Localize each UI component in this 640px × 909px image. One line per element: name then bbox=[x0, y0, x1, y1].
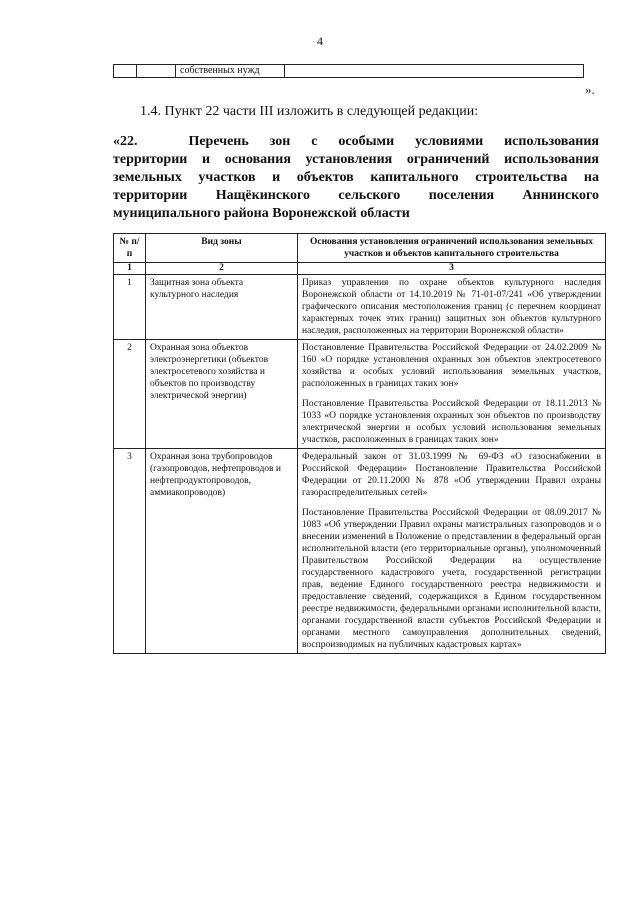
basis-paragraph: Федеральный закон от 31.03.1999 № 69-ФЗ «О газоснабжении в Российской Федерации» Постановление Правительства Российской Федерации от 20.11.2000 № 878 «Об утверждении Правил охраны газораспределительных сетей» bbox=[302, 452, 601, 498]
header-zone-type: Вид зоны bbox=[146, 234, 298, 263]
zone-type: Охранная зона объектов электроэнергетики (объектов электросетевого хозяйства и объектов по производству электрической энергии) bbox=[146, 340, 298, 449]
table-cell bbox=[285, 65, 584, 78]
basis-paragraph: Постановление Правительства Российской Федерации от 24.02.2009 № 160 «О порядке установления охранных зон объектов электросетевого хозяйства и особых условий использования земельных участков, расположенных в границах таких зон» bbox=[302, 343, 601, 389]
heading-line: муниципального района Воронежской области bbox=[113, 206, 410, 221]
table-row bbox=[114, 340, 606, 449]
header-basis: Основания установления ограничений использования земельных участков и объектов капитального строительства bbox=[298, 234, 606, 263]
table-row bbox=[114, 275, 606, 340]
heading-line bbox=[113, 133, 599, 151]
column-index: 1 bbox=[114, 263, 146, 275]
table-cell bbox=[114, 65, 137, 78]
page-number: 4 bbox=[317, 34, 323, 48]
zones-table bbox=[113, 233, 606, 654]
column-index: 2 bbox=[146, 263, 298, 275]
row-number: 2 bbox=[114, 340, 146, 449]
heading-number: «22. bbox=[113, 134, 138, 149]
header-row bbox=[114, 234, 606, 263]
row-number: 1 bbox=[114, 275, 146, 340]
zone-type: Охранная зона трубопроводов (газопроводов, нефтепроводов и нефтепродуктопроводов, аммиакопроводов) bbox=[146, 449, 298, 654]
heading-line: территории Нащёкинского сельского поселения Аннинского bbox=[113, 188, 599, 203]
table-row bbox=[114, 449, 606, 654]
zone-basis bbox=[298, 449, 606, 654]
heading-line: земельных участков и объектов капитального строительства на bbox=[113, 170, 599, 185]
table-cell bbox=[137, 65, 176, 78]
zone-type: Защитная зона объекта культурного наследия bbox=[146, 275, 298, 340]
basis-paragraph: Постановление Правительства Российской Федерации от 18.11.2013 № 1033 «О порядке установления охранных зон объектов по производству электрической энергии и особых условий использования земельных участков, расположенных в границах таких зон» bbox=[302, 399, 601, 445]
table-cell: собственных нужд bbox=[176, 65, 285, 78]
heading-line: территории и основания установления ограничений использования bbox=[113, 152, 599, 167]
basis-paragraph: Приказ управления по охране объектов культурного наследия Воронежской области от 14.10.2019 № 71-01-07/241 «Об утверждении графического описания местоположения границ (с перечнем координат характерных точек этих границ) защитных зон объектов культурного наследия, расположенных на территории Воронежской области» bbox=[302, 278, 601, 336]
column-index: 3 bbox=[298, 263, 606, 275]
header-number: № п/п bbox=[114, 234, 146, 263]
section-heading bbox=[113, 133, 599, 223]
heading-text: Перечень зон с особыми условиями использования bbox=[188, 134, 599, 149]
previous-table-tail bbox=[113, 64, 584, 78]
zone-basis bbox=[298, 275, 606, 340]
closing-quote: ». bbox=[585, 82, 595, 97]
column-index-row bbox=[114, 263, 606, 275]
row-number: 3 bbox=[114, 449, 146, 654]
zone-basis bbox=[298, 340, 606, 449]
amendment-text: 1.4. Пункт 22 части III изложить в следующей редакции: bbox=[140, 104, 479, 119]
basis-paragraph: Постановление Правительства Российской Федерации от 08.09.2017 № 1083 «Об утверждении Правил охраны магистральных газопроводов и о внесении изменений в Положение о представлении в федеральный орган исполнительной власти (его территориальные органы), уполномоченный Правительством Российской Федерации на осуществление государственного кадастрового учета, государственной регистрации прав, ведение Единого государственного реестра недвижимости и предоставление сведений, содержащихся в Едином государственном реестре недвижимости, федеральными органами исполнительной власти, органами государственной власти субъектов Российской Федерации и органами местного самоуправления дополнительных сведений, воспроизводимых на публичных кадастровых картах» bbox=[302, 508, 601, 650]
